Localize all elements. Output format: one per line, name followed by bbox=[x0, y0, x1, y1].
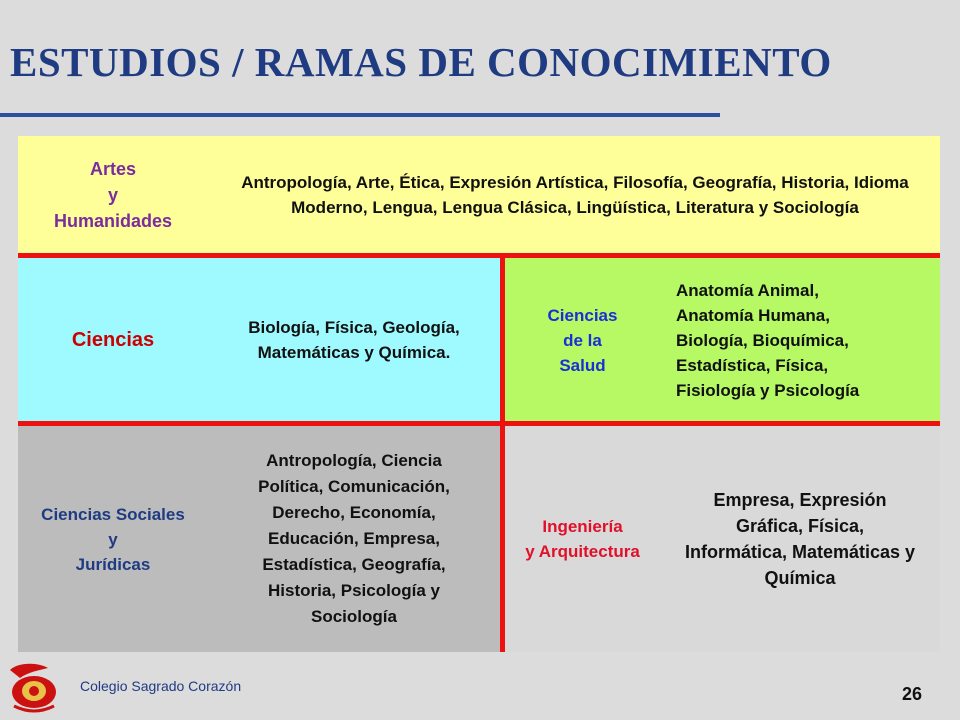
subject-line: Educación, Empresa, bbox=[268, 529, 440, 548]
subject-line: Fisiología y Psicología bbox=[676, 380, 860, 400]
sciences-label bbox=[18, 258, 208, 422]
label-line: Humanidades bbox=[53, 211, 173, 231]
label-line: Ciencias Sociales bbox=[41, 504, 185, 524]
subject-line: Matemáticas y Química. bbox=[257, 343, 451, 362]
subject-line: Química bbox=[764, 568, 836, 588]
grid-line-horizontal bbox=[18, 421, 940, 426]
social-legal-subjects bbox=[208, 426, 500, 652]
health-sciences-subjects bbox=[660, 258, 940, 422]
subject-line: Gráfica, Física, bbox=[735, 516, 865, 536]
subject-line: Historia, Psicología y bbox=[268, 581, 440, 600]
label-line: Ingeniería bbox=[542, 517, 623, 536]
subject-line: Derecho, Economía, bbox=[272, 503, 436, 522]
label-line: y bbox=[108, 529, 118, 549]
subject-line: Informática, Matemáticas y bbox=[684, 542, 916, 562]
subject-line: Anatomía Humana, bbox=[676, 305, 830, 325]
subject-line: Antropología, Ciencia bbox=[266, 451, 442, 470]
engineering-architecture-label bbox=[505, 426, 660, 652]
sciences-label-text: Ciencias bbox=[71, 329, 155, 351]
school-name: Colegio Sagrado Corazón bbox=[80, 678, 242, 694]
grid-line-horizontal bbox=[18, 253, 940, 258]
subject-line: Política, Comunicación, bbox=[258, 477, 450, 496]
label-line: y bbox=[107, 185, 118, 205]
label-line: y Arquitectura bbox=[525, 542, 640, 561]
arts-humanities-label bbox=[18, 136, 208, 254]
arts-humanities-subjects bbox=[208, 136, 940, 254]
health-sciences-label bbox=[505, 258, 660, 422]
label-line: Artes bbox=[89, 159, 137, 179]
sciences-subjects bbox=[208, 258, 500, 422]
arts-subjects-text: Antropología, Arte, Ética, Expresión Artística, Filosofía, Geografía, Historia, Idioma Moderno, Lengua, Lengua Clásica, Lingüística, Literatura y Sociología bbox=[241, 173, 909, 217]
page-number: 26 bbox=[902, 684, 923, 704]
subject-line: Biología, Bioquímica, bbox=[676, 330, 849, 350]
subject-line: Sociología bbox=[311, 607, 397, 626]
subject-line: Anatomía Animal, bbox=[676, 280, 819, 300]
label-line: Jurídicas bbox=[75, 554, 151, 574]
social-legal-label bbox=[18, 426, 208, 652]
subject-line: Estadística, Física, bbox=[676, 355, 829, 375]
page-title: ESTUDIOS / RAMAS DE CONOCIMIENTO bbox=[10, 39, 832, 85]
engineering-architecture-subjects bbox=[660, 426, 940, 652]
title-underline bbox=[0, 113, 720, 117]
label-line: de la bbox=[563, 330, 602, 350]
subject-line: Biología, Física, Geología, bbox=[248, 318, 460, 337]
label-line: Salud bbox=[559, 355, 606, 375]
school-crest-icon bbox=[4, 660, 62, 718]
label-line: Ciencias bbox=[547, 305, 618, 325]
subject-line: Estadística, Geografía, bbox=[262, 555, 446, 574]
subject-line: Empresa, Expresión bbox=[713, 490, 887, 510]
grid-line-vertical bbox=[500, 253, 505, 652]
